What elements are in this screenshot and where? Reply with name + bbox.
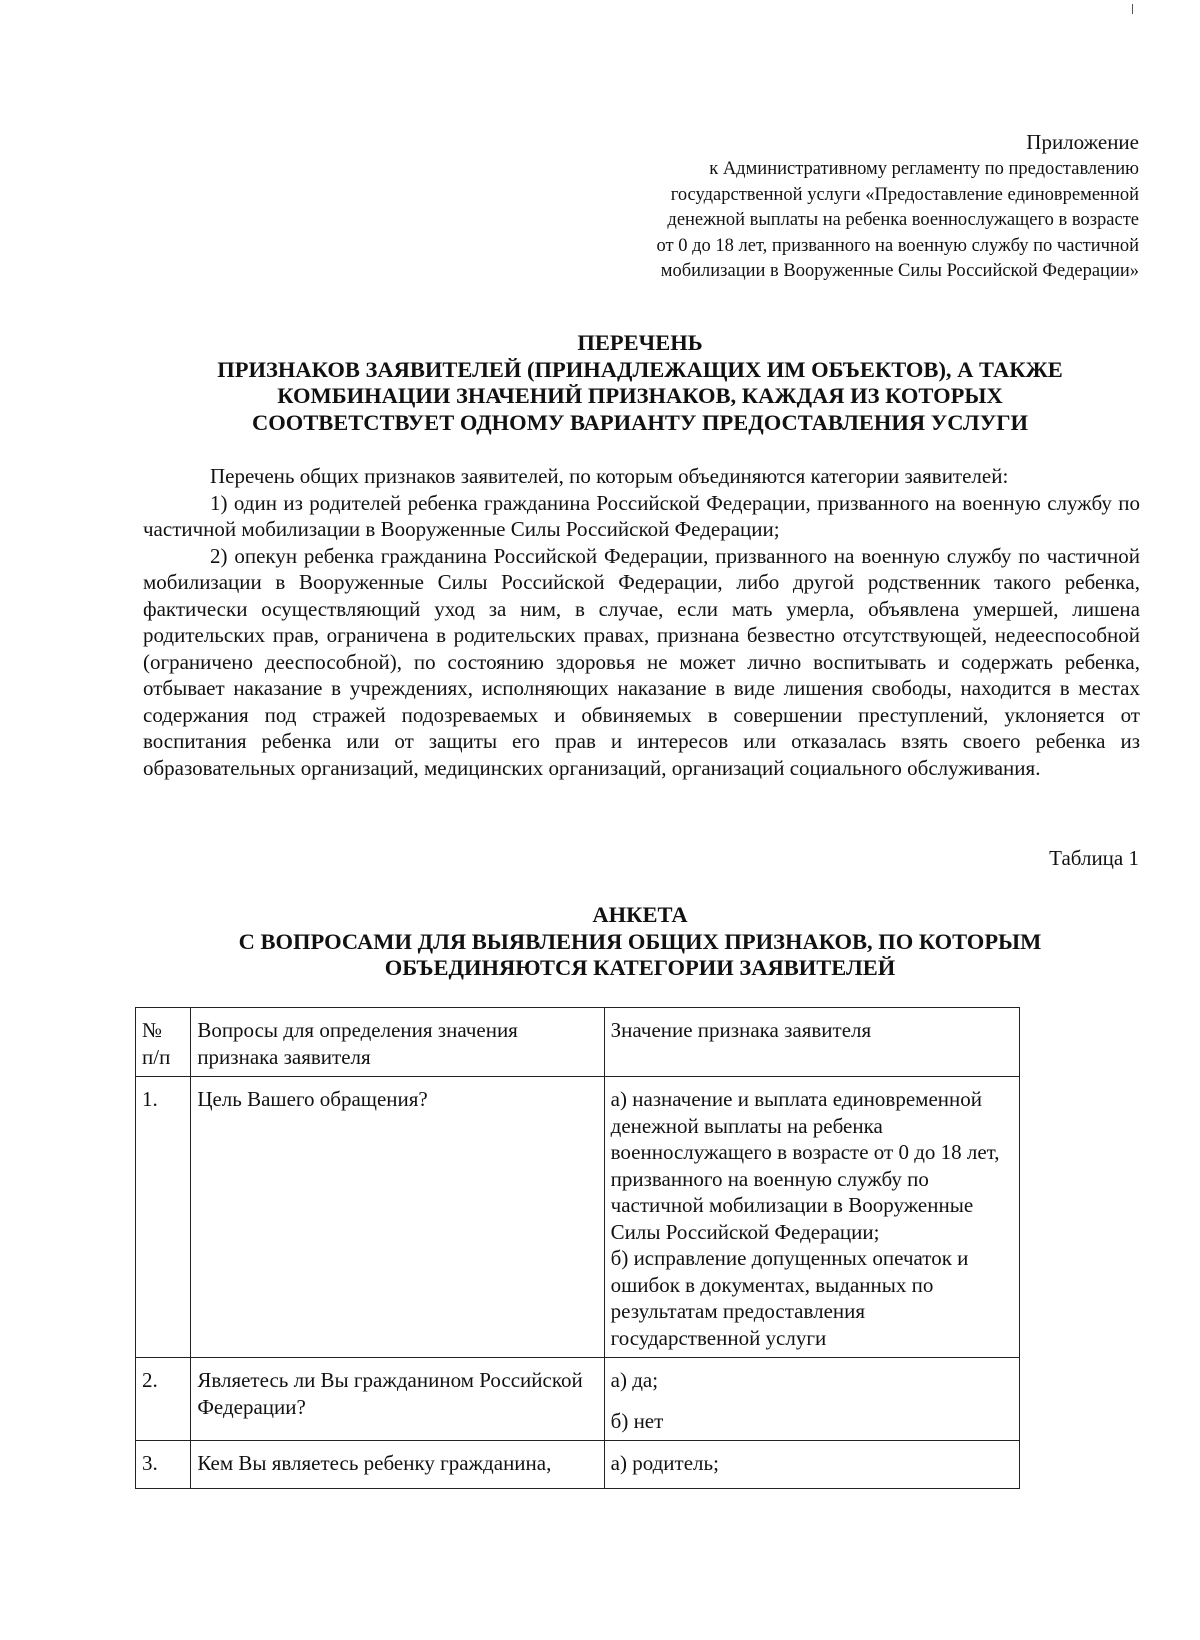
header-number [136, 1008, 191, 1077]
body-text [143, 463, 1140, 781]
appendix-line: к Административному регламенту по предоставлению [709, 159, 1139, 179]
appendix-line: государственной услуги «Предоставление единовременной [670, 184, 1139, 205]
table-row [136, 1077, 1020, 1358]
row-answers [604, 1441, 1019, 1489]
appendix-title: Приложение [1026, 130, 1139, 154]
answer-option: б) исправление допущенных опечаток и ошибок в документах, выданных по результатам предоставления государственной услуги [610, 1246, 969, 1350]
questionnaire-table [135, 1007, 1020, 1489]
row-question: Являетесь ли Вы гражданином Российской Федерации? [191, 1358, 604, 1441]
appendix-line: денежной выплаты на ребенка военнослужащего в возрасте [667, 210, 1139, 230]
appendix-block [499, 128, 1139, 285]
list-heading [140, 330, 1140, 436]
heading-line: КОМБИНАЦИИ ЗНАЧЕНИЙ ПРИЗНАКОВ, КАЖДАЯ ИЗ КОТОРЫХ [277, 383, 1003, 408]
answer-option: а) назначение и выплата единовременной денежной выплаты на ребенка военнослужащего в возрасте от 0 до 18 лет, призванного на военную службу по частичной мобилизации в Вооруженные Силы Российской Федерации; [610, 1087, 1000, 1244]
row-question: Цель Вашего обращения? [191, 1077, 604, 1358]
heading-line: ОБЪЕДИНЯЮТСЯ КАТЕГОРИИ ЗАЯВИТЕЛЕЙ [384, 955, 896, 980]
row-number: 1. [136, 1077, 191, 1358]
row-number: 3. [136, 1441, 191, 1489]
answer-option: а) родитель; [610, 1451, 719, 1475]
criterion-item-1: 1) один из родителей ребенка гражданина Российской Федерации, призванного на военную службу по частичной мобилизации в Вооруженные Силы Российской Федерации; [143, 490, 1140, 541]
heading-line: ПРИЗНАКОВ ЗАЯВИТЕЛЕЙ (ПРИНАДЛЕЖАЩИХ ИМ ОБЪЕКТОВ), А ТАКЖЕ [217, 356, 1063, 382]
answer-gap [611, 1394, 1013, 1408]
header-number-label: п/п [142, 1044, 171, 1069]
row-number: 2. [136, 1358, 191, 1441]
header-question: Вопросы для определения значения признака заявителя [191, 1008, 604, 1077]
criterion-item-2: 2) опекун ребенка гражданина Российской Федерации, призванного на военную службу по частичной мобилизации в Вооруженные Силы Российской Федерации, либо другой родственник такого ребенка, фактически осуществляющий уход за ним, в случае, если мать умерла, объявлена умершей, лишена родительских прав, ограничена в родительских правах, признана безвестно отсутствующей, недееспособной (ограничено дееспособной), по состоянию здоровья не может лично воспитывать и содержать ребенка, отбывает наказание в учреждениях, исполняющих наказание в виде лишения свободы, находится в местах содержания под стражей подозреваемых и обвиняемых в совершении преступлений, уклоняется от воспитания ребенка или от защиты его прав и интересов или отказалась взять своего ребенка из образовательных организаций, медицинских организаций, организаций социального обслуживания. [143, 543, 1140, 780]
appendix-line: от 0 до 18 лет, призванного на военную службу по частичной [656, 235, 1139, 256]
header-number-sign: № [142, 1018, 163, 1042]
heading-line: С ВОПРОСАМИ ДЛЯ ВЫЯВЛЕНИЯ ОБЩИХ ПРИЗНАКОВ, ПО КОТОРЫМ [238, 928, 1042, 954]
scan-mark [1132, 4, 1133, 14]
table-header-row [136, 1008, 1020, 1077]
header-value: Значение признака заявителя [604, 1008, 1019, 1077]
answer-option: а) да; [610, 1368, 659, 1392]
row-question: Кем Вы являетесь ребенку гражданина, [191, 1441, 604, 1489]
heading-line: АНКЕТА [592, 902, 688, 927]
answer-option: б) нет [610, 1408, 664, 1433]
heading-line: ПЕРЕЧЕНЬ [577, 330, 703, 355]
questionnaire-heading [140, 902, 1140, 982]
table-row [136, 1441, 1020, 1489]
row-answers [604, 1358, 1019, 1441]
table-label: Таблица 1 [1049, 846, 1139, 870]
heading-line: СООТВЕТСТВУЕТ ОДНОМУ ВАРИАНТУ ПРЕДОСТАВЛЕНИЯ УСЛУГИ [251, 409, 1029, 435]
intro-paragraph: Перечень общих признаков заявителей, по которым объединяются категории заявителей: [210, 464, 1009, 488]
table-row [136, 1358, 1020, 1441]
appendix-line: мобилизации в Вооруженные Силы Российской Федерации» [660, 261, 1139, 281]
row-answers [604, 1077, 1019, 1358]
